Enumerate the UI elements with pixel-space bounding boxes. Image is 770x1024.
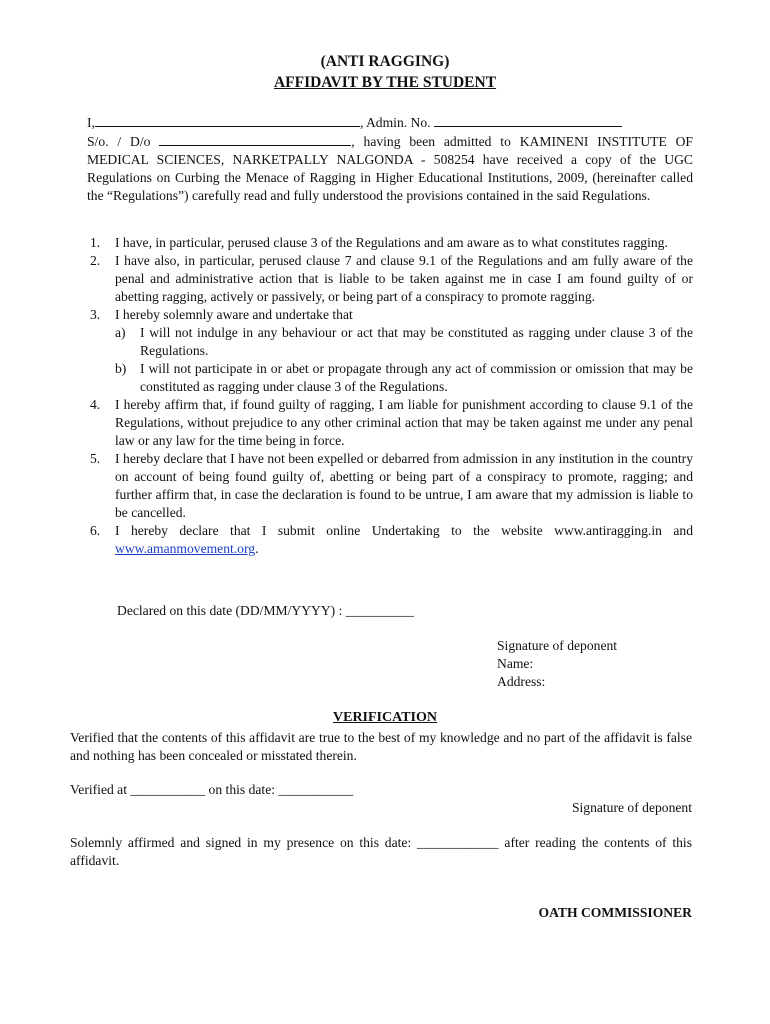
list-item <box>115 360 693 396</box>
sub-clause-text: I will not participate in or abet or propagate through any act of commission or omission that may be constituted as ragging under clause 3 of the Regulations. <box>140 361 693 394</box>
clause-number: 3. <box>90 307 101 322</box>
clause-end-period: . <box>255 541 259 556</box>
verified-at-line: Verified at ___________ on this date: ___________ <box>70 782 354 797</box>
sub-clause-text: I will not indulge in any behaviour or act that may be constituted as ragging under clause 3 of the Regulations. <box>140 325 693 358</box>
page-title-anti-ragging: (ANTI RAGGING) <box>320 53 450 70</box>
clause-text: I have also, in particular, perused clause 7 and clause 9.1 of the Regulations and am fully aware of the penal and administrative action that is liable to be taken against me in case I am found guilty of or abetting ragging, actively or passively, or being part of a conspiracy to promote ragging. <box>115 253 693 304</box>
list-item <box>87 306 693 396</box>
page-title-affidavit: AFFIDAVIT BY THE STUDENT <box>273 74 497 91</box>
clause-text: I have, in particular, perused clause 3 of the Regulations and am aware as to what constitutes ragging. <box>115 235 668 250</box>
deponent-signature-block <box>497 637 617 691</box>
solemn-affirmation: Solemnly affirmed and signed in my presence on this date: ____________ after reading the contents of this affidavit. <box>70 835 692 868</box>
list-item <box>115 324 693 360</box>
student-name-blank[interactable] <box>95 113 360 127</box>
admin-no-blank[interactable] <box>434 113 622 127</box>
clause-number: 2. <box>90 253 101 268</box>
clause-number: 4. <box>90 397 101 412</box>
verification-signature-label: Signature of deponent <box>571 800 692 815</box>
amanmovement-link[interactable]: www.amanmovement.org <box>115 541 256 556</box>
list-item <box>87 234 693 252</box>
clause-number: 1. <box>90 235 101 250</box>
clause-text: I hereby declare that I submit online Undertaking to the website www.antiragging.in and <box>115 523 693 538</box>
clause-text: I hereby solemnly aware and undertake that <box>115 307 353 322</box>
clause-number: 5. <box>90 451 101 466</box>
declared-date-line: Declared on this date (DD/MM/YYYY) : __________ <box>117 603 414 618</box>
list-item <box>87 522 693 558</box>
admin-no-label: , Admin. No. <box>359 115 431 130</box>
clause-list <box>87 234 693 558</box>
list-item <box>87 450 693 522</box>
clause-text: I hereby declare that I have not been expelled or debarred from admission in any institution in the country on account of being found guilty of, abetting or being part of a conspiracy to promote, ragging; and further affirm that, in case the declaration is found to be untrue, I am aware that my admission is liable to be cancelled. <box>115 451 693 520</box>
sub-clause-number: b) <box>115 361 127 376</box>
deponent-signature-label: Signature of deponent <box>497 638 618 653</box>
intro-text: , having been admitted to KAMINENI INSTITUTE OF MEDICAL SCIENCES, NARKETPALLY NALGONDA - 508254 have received a copy of the UGC Regulations on Curbing the Menace of Ragging in Higher Educational Institutions, 2009, (hereinafter called the “Regulations”) carefully read and fully understood the provisions contained in the said Regulations. <box>87 134 693 203</box>
parent-label: S/o. / D/o <box>87 134 151 149</box>
intro-i-prefix: I, <box>87 115 95 130</box>
deponent-address-label: Address: <box>497 674 546 689</box>
oath-commissioner-label: OATH COMMISSIONER <box>538 905 692 920</box>
list-item <box>87 396 693 450</box>
sub-clause-list <box>115 324 693 396</box>
intro-paragraph <box>87 113 693 205</box>
clause-text: I hereby affirm that, if found guilty of ragging, I am liable for punishment according to clause 9.1 of the Regulations, without prejudice to any other criminal action that may be taken against me under any penal law or any law for the time being in force. <box>115 397 693 448</box>
verification-heading: VERIFICATION <box>333 710 437 725</box>
verification-body: Verified that the contents of this affidavit are true to the best of my knowledge and no part of the affidavit is false and nothing has been concealed or misstated therein. <box>70 730 692 763</box>
sub-clause-number: a) <box>115 325 126 340</box>
parent-name-blank[interactable] <box>159 132 351 146</box>
list-item <box>87 252 693 306</box>
clause-number: 6. <box>90 523 101 538</box>
deponent-name-label: Name: <box>497 656 534 671</box>
